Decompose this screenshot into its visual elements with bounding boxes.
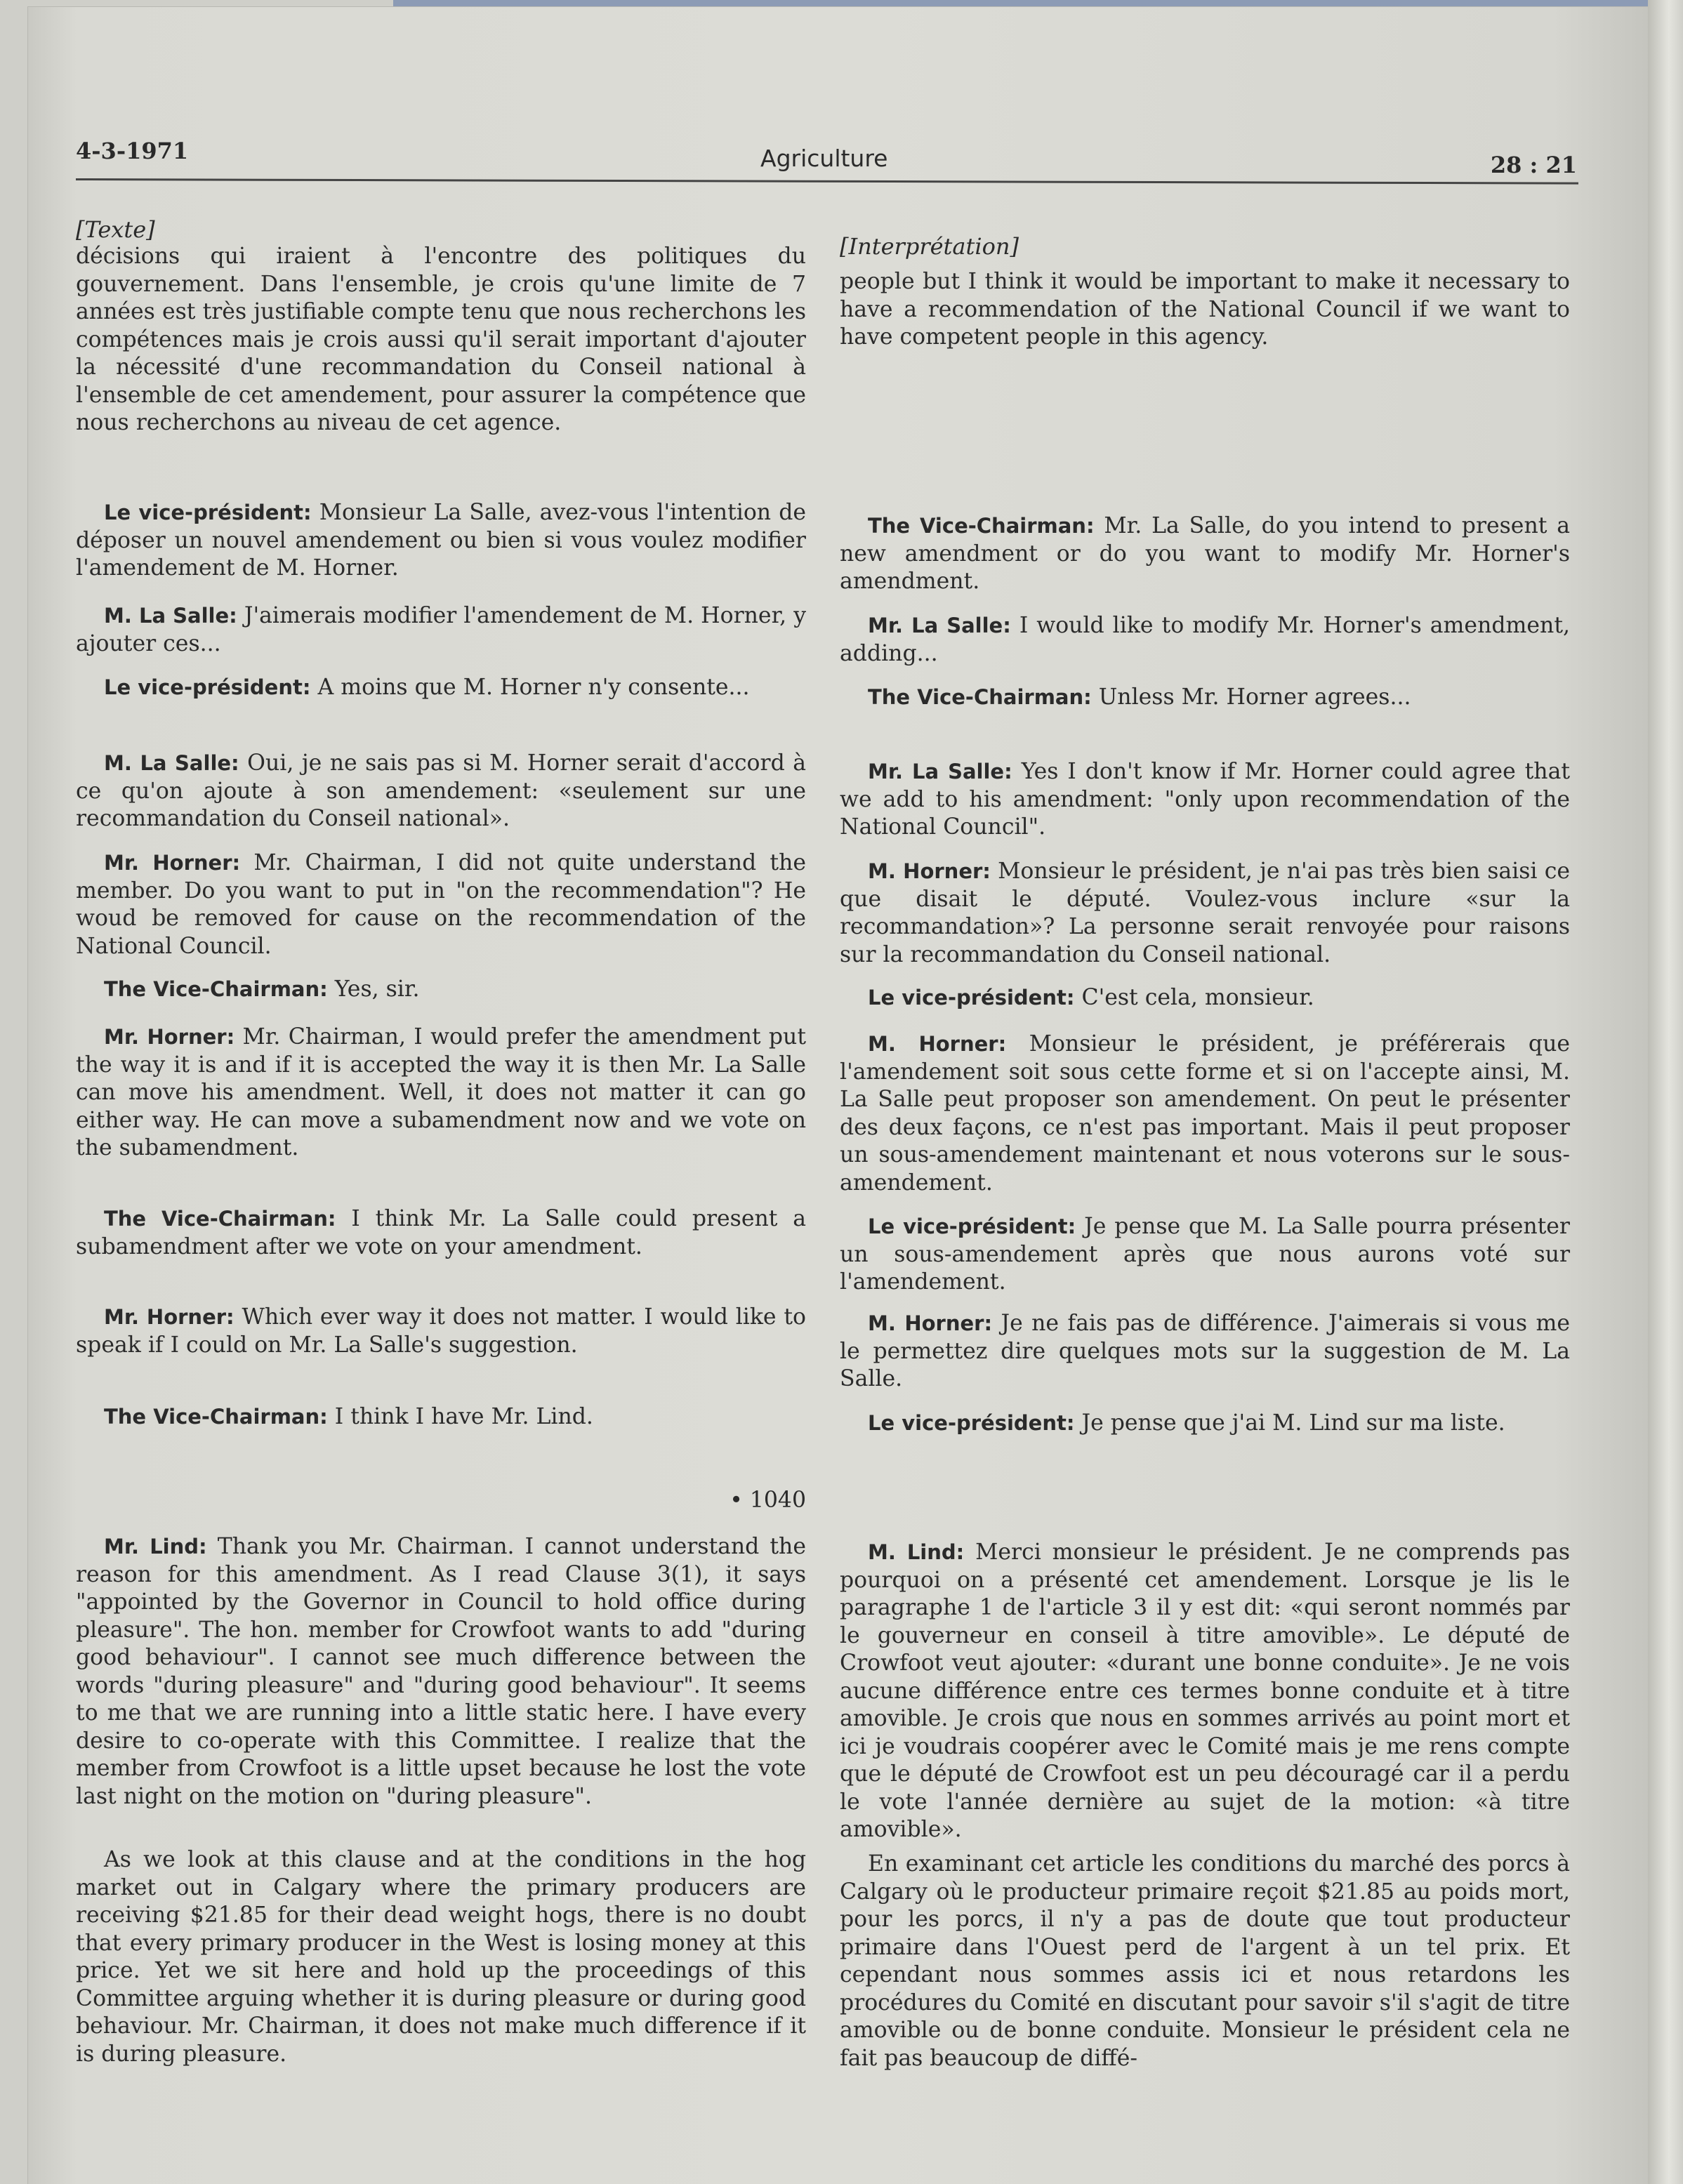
speech-text: Yes I don't know if Mr. Horner could agree that we add to his amendment: "only upon recommendation of the National Council". — [840, 759, 1571, 840]
speaker: Le vice-président: — [104, 501, 312, 524]
speaker: Le vice-président: — [104, 675, 311, 699]
paragraph — [840, 612, 1570, 668]
paragraph — [840, 858, 1570, 969]
paragraph: people but I think it would be important to make it necessary to have a recommendation of the National Council if we want to have competent people in this agency. — [840, 269, 1570, 350]
header-title: Agriculture — [760, 145, 888, 172]
speaker: M. Horner: — [868, 1311, 993, 1335]
paragraph — [76, 976, 806, 1004]
speaker: Mr. Horner: — [104, 1025, 235, 1049]
paragraph: En examinant cet article les conditions du marché des porcs à Calgary où le producteur primaire reçoit $21.85 au poids mort, pour les porcs, il n'y a pas de doute que tout producteur primaire dans l'Ouest perd de l'argent à un tel prix. Et cependant nous sommes assis ici et nous retardons les procédures du Comité en discutant pour savoir s'il s'agit de titre amovible ou de bonne conduite. Monsieur le président cela ne fait pas beaucoup de diffé- — [840, 1851, 1570, 2071]
speech-text: J'aimerais modifier l'amendement de M. Horner, y ajouter ces... — [76, 603, 807, 656]
speaker: Mr. Lind: — [104, 1535, 207, 1558]
speech-text: Mr. Chairman, I would prefer the amendment put the way it is and if it is accepted the way it is then Mr. La Salle can move his amendment. Well, it does not matter it can go either way. He can move a subamendment now and we vote on the subamendment. — [76, 1024, 806, 1160]
paragraph — [840, 1410, 1570, 1438]
speaker: Le vice-président: — [868, 1215, 1076, 1238]
speech-text: C'est cela, monsieur. — [1081, 985, 1314, 1010]
speech-text: I think I have Mr. Lind. — [334, 1404, 593, 1429]
paragraph — [76, 750, 806, 833]
paragraph — [840, 1031, 1570, 1197]
paragraph — [840, 1213, 1570, 1297]
page-edge — [1648, 0, 1683, 2184]
paragraph — [76, 1024, 806, 1163]
speaker: Mr. Horner: — [104, 851, 241, 875]
paragraph — [840, 1539, 1570, 1844]
paragraph — [840, 512, 1570, 596]
speaker: M. La Salle: — [104, 751, 239, 775]
speech-text: Je pense que j'ai M. Lind sur ma liste. — [1081, 1410, 1505, 1436]
paragraph — [840, 1310, 1570, 1394]
speaker: M. Lind: — [868, 1540, 965, 1564]
speaker: The Vice-Chairman: — [104, 1405, 328, 1429]
speech-text: Mr. La Salle, do you intend to present a new amendment or do you want to modify Mr. Horner's amendment. — [840, 513, 1571, 594]
header-page-number: 28 : 21 — [1490, 152, 1577, 178]
paragraph — [76, 1304, 806, 1359]
speaker: M. Horner: — [868, 1032, 1007, 1056]
speech-text: I think Mr. La Salle could present a subamendment after we vote on your amendment. — [76, 1206, 807, 1259]
speaker: The Vice-Chairman: — [868, 514, 1095, 538]
speech-text: Monsieur le président, je préférerais que l'amendement soit sous cette forme et si on l'accepte ainsi, M. La Salle peut proposer son amendement. On peut le présenter des deux façons, ce n'est pas important. Mais il peut proposer un sous-amendement maintenant et nous voterons sur le sous-amendement. — [840, 1031, 1571, 1196]
speaker: The Vice-Chairman: — [104, 977, 328, 1001]
paragraph — [76, 1205, 806, 1261]
speech-text: Je pense que M. La Salle pourra présenter un sous-amendement après que nous aurons voté sur l'amendement. — [840, 1214, 1570, 1295]
speaker: Le vice-président: — [868, 986, 1075, 1010]
speech-text: A moins que M. Horner n'y consente... — [317, 675, 750, 700]
speech-text: Thank you Mr. Chairman. I cannot understand the reason for this amendment. As I read Clause 3(1), it says "appointed by the Governor in Council to hold office during pleasure". The hon. member for Crowfoot wants to add "during good behaviour". I cannot see much difference between the words "during pleasure" and "during good behaviour". It seems to me that we are running into a little static here. I have every desire to co-operate with this Committee. I realize that the member from Crowfoot is a little upset because he lost the vote last night on the motion on "during pleasure". — [76, 1534, 806, 1809]
speech-text: Oui, je ne sais pas si M. Horner serait d'accord à ce qu'on ajoute à son amendement: «seulement sur une recommandation du Conseil national». — [76, 750, 806, 831]
speech-text: Mr. Chairman, I did not quite understand the member. Do you want to put in "on the recommendation"? He woud be removed for cause on the recommendation of the National Council. — [76, 850, 806, 959]
speaker: M. Horner: — [868, 859, 991, 883]
speech-text: Unless Mr. Horner agrees... — [1098, 684, 1411, 710]
paragraph — [840, 984, 1570, 1012]
speaker: Le vice-président: — [868, 1411, 1075, 1435]
paragraph — [76, 499, 806, 583]
speech-text: Which ever way it does not matter. I would like to speak if I could on Mr. La Salle's suggestion. — [76, 1304, 806, 1358]
paragraph — [840, 758, 1570, 842]
section-label: [Texte] — [76, 216, 155, 243]
speaker: M. La Salle: — [104, 604, 237, 628]
speaker: Mr. La Salle: — [868, 760, 1012, 783]
paragraph: As we look at this clause and at the conditions in the hog market out in Calgary where the primary producers are receiving $21.85 for their dead weight hogs, there is no doubt that every primary producer in the West is losing money at this price. Yet we sit here and hold up the proceedings of this Committee arguing whether it is during pleasure or during good behaviour. Mr. Chairman, it does not make much difference if it is during pleasure. — [76, 1847, 806, 2067]
paragraph — [76, 602, 806, 658]
speech-text: Je ne fais pas de différence. J'aimerais si vous me le permettez dire quelques mots sur la suggestion de M. La Salle. — [840, 1311, 1570, 1391]
paragraph — [76, 849, 806, 960]
speaker: Mr. La Salle: — [868, 614, 1011, 637]
page-header — [76, 138, 1577, 180]
header-date: 4-3-1971 — [76, 138, 189, 164]
paragraph — [76, 1403, 806, 1431]
paragraph — [76, 1533, 806, 1811]
paragraph — [76, 674, 806, 702]
speech-text: Yes, sir. — [334, 977, 420, 1002]
speech-text: I would like to modify Mr. Horner's amendment, adding... — [840, 613, 1570, 666]
paragraph — [840, 684, 1570, 712]
section-label: [Interprétation] — [840, 233, 1019, 260]
speech-text: Merci monsieur le président. Je ne comprends pas pourquoi on a présenté cet amendement. Lorsque je lis le paragraphe 1 de l'article 3 il y est dit: «qui seront nommés par le gouverneur en conseil à titre amovible». Le député de Crowfoot veut ajouter: «durant une bonne conduite». Je ne vois aucune différence entre ces termes bonne conduite et à titre amovible. Je crois que nous en sommes arrivés au point mort et ici je voudrais coopérer avec le Comité mais je me rens compte que le député de Crowfoot est un peu découragé car il a perdu le vote l'année dernière au sujet de la motion: «à titre amovible». — [840, 1540, 1570, 1842]
speech-text: Monsieur La Salle, avez-vous l'intention de déposer un nouvel amendement ou bien si vous voulez modifier l'amendement de M. Horner. — [76, 500, 807, 581]
speaker: Mr. Horner: — [104, 1305, 235, 1329]
time-marker: • 1040 — [730, 1488, 806, 1513]
speech-text: Monsieur le président, je n'ai pas très bien saisi ce que disait le député. Voulez-vous inclure «sur la recommandation»? La personne serait renvoyée pour raisons sur la recommandation du Conseil national. — [840, 859, 1570, 967]
speaker: The Vice-Chairman: — [104, 1207, 336, 1231]
speaker: The Vice-Chairman: — [868, 685, 1092, 709]
paragraph: décisions qui iraient à l'encontre des politiques du gouvernement. Dans l'ensemble, je crois qu'une limite de 7 années est très justifiable compte tenu que nous recherchons les compétences mais je crois aussi qu'il serait important d'ajouter la nécessité d'une recommandation du Conseil national à l'ensemble de cet amendement, pour assurer la compétence que nous recherchons au niveau de cet agence. — [76, 244, 806, 435]
